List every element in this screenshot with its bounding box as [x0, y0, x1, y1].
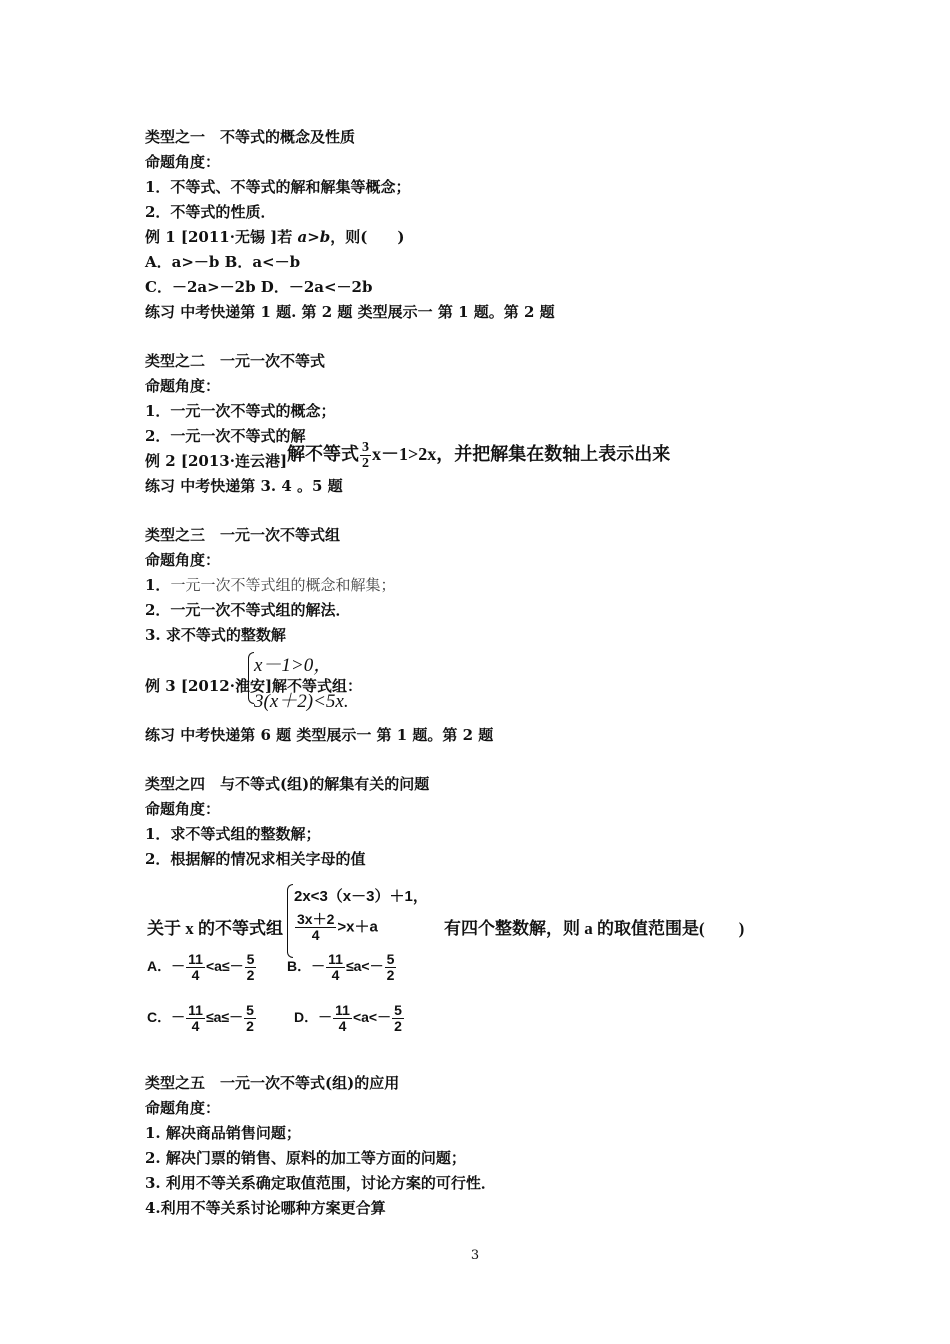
question4-text1: 关于 x 的不等式组: [147, 919, 283, 938]
section2-item-1: 1．一元一次不等式的概念；: [145, 402, 336, 420]
example1-options-ab: A．a>－b B．a<－b: [145, 253, 301, 271]
example1-suffix: ，则( ): [330, 228, 405, 246]
option-d: D．－ $\frac{11}{4}$ <a<－ $\frac{5}{2}$: [294, 1002, 402, 1034]
section2-title: 类型之二 一元一次不等式: [145, 352, 326, 370]
section2-practice: 练习 中考快递第 3. 4 。5 题: [145, 477, 343, 495]
section5-title: 类型之五 一元一次不等式(组)的应用: [145, 1074, 400, 1092]
section3-item-2: 2．一元一次不等式组的解法．: [145, 601, 351, 619]
example3-eq2: 3(x＋2)<5x.: [254, 691, 349, 712]
example2-question: [287, 440, 670, 471]
section1-item-1: 1．不等式、不等式的解和解集等概念；: [145, 178, 411, 196]
section1-title: 类型之一 不等式的概念及性质: [145, 128, 356, 146]
section1-angle: 命题角度：: [145, 153, 221, 171]
section4-item-1: 1．求不等式组的整数解；: [145, 825, 321, 843]
question4-eq1: 2x<3（x－3）＋1，: [294, 888, 428, 905]
section2-item-2: 2．一元一次不等式的解: [145, 427, 306, 445]
section3-item-1: 1．一元一次不等式组的概念和解集；: [145, 576, 396, 594]
section4-item-2: 2．根据解的情况求相关字母的值: [145, 850, 366, 868]
option-b: B．－ $\frac{11}{4}$ ≤a<－ $\frac{5}{2}$: [287, 951, 395, 983]
option-c: C．－ $\frac{11}{4}$ ≤a≤－ $\frac{5}{2}$: [147, 1002, 254, 1034]
page-number: 3: [470, 1248, 480, 1263]
section3-title: 类型之三 一元一次不等式组: [145, 526, 341, 544]
option-a: A．－ $\frac{11}{4}$ <a≤－ $\frac{5}{2}$: [147, 951, 255, 983]
section3-angle: 命题角度：: [145, 551, 221, 569]
section4-angle: 命题角度：: [145, 800, 221, 818]
section1-practice: 练习 中考快递第 1 题. 第 2 题 类型展示一 第 1 题。第 2 题: [145, 303, 555, 321]
example2-fraction: $\frac{3}{2}$: [362, 440, 369, 472]
question4-brace: [287, 884, 293, 958]
section5-item-2: 2. 解决门票的销售、原料的加工等方面的问题；: [145, 1149, 466, 1167]
section5-item-1: 1. 解决商品销售问题；: [145, 1124, 301, 1142]
example1: [145, 227, 404, 247]
section2-angle: 命题角度：: [145, 377, 221, 395]
section4-title: 类型之四 与不等式(组)的解集有关的问题: [145, 775, 430, 793]
example1-options-cd: C．－2a>－2b D．－2a<－2b: [145, 278, 373, 296]
example3: 例 3 [2012·淮安]解不等式组：: [145, 677, 363, 695]
example2-prefix: 例 2 [2013·连云港]: [145, 452, 288, 470]
section3-item-3: 3. 求不等式的整数解: [145, 626, 286, 644]
example2-text2: x－1>2x，并把解集在数轴上表示出来: [372, 444, 671, 464]
section5-item-3: 3. 利用不等关系确定取值范围，讨论方案的可行性．: [145, 1174, 496, 1192]
section5-angle: 命题角度：: [145, 1099, 221, 1117]
example1-condition: a>b: [297, 228, 331, 246]
section3-practice: 练习 中考快递第 6 题 类型展示一 第 1 题。第 2 题: [145, 726, 494, 744]
question4-text2: 有四个整数解，则 a 的取值范围是( ): [444, 919, 745, 938]
example1-prefix: 例 1 [2011·无锡 ]若: [145, 228, 298, 246]
question4-eq2: $\frac{3x+2}{4}$ >x＋a: [297, 911, 378, 943]
question4-eq2-fraction: $\frac{3x+2}{4}$: [297, 911, 335, 943]
section5-item-4: 4.利用不等关系讨论哪种方案更合算: [145, 1199, 386, 1217]
example3-eq1: x－1>0，: [254, 655, 333, 676]
example2-text1: 解不等式: [287, 444, 359, 464]
section1-item-2: 2．不等式的性质．: [145, 203, 276, 221]
